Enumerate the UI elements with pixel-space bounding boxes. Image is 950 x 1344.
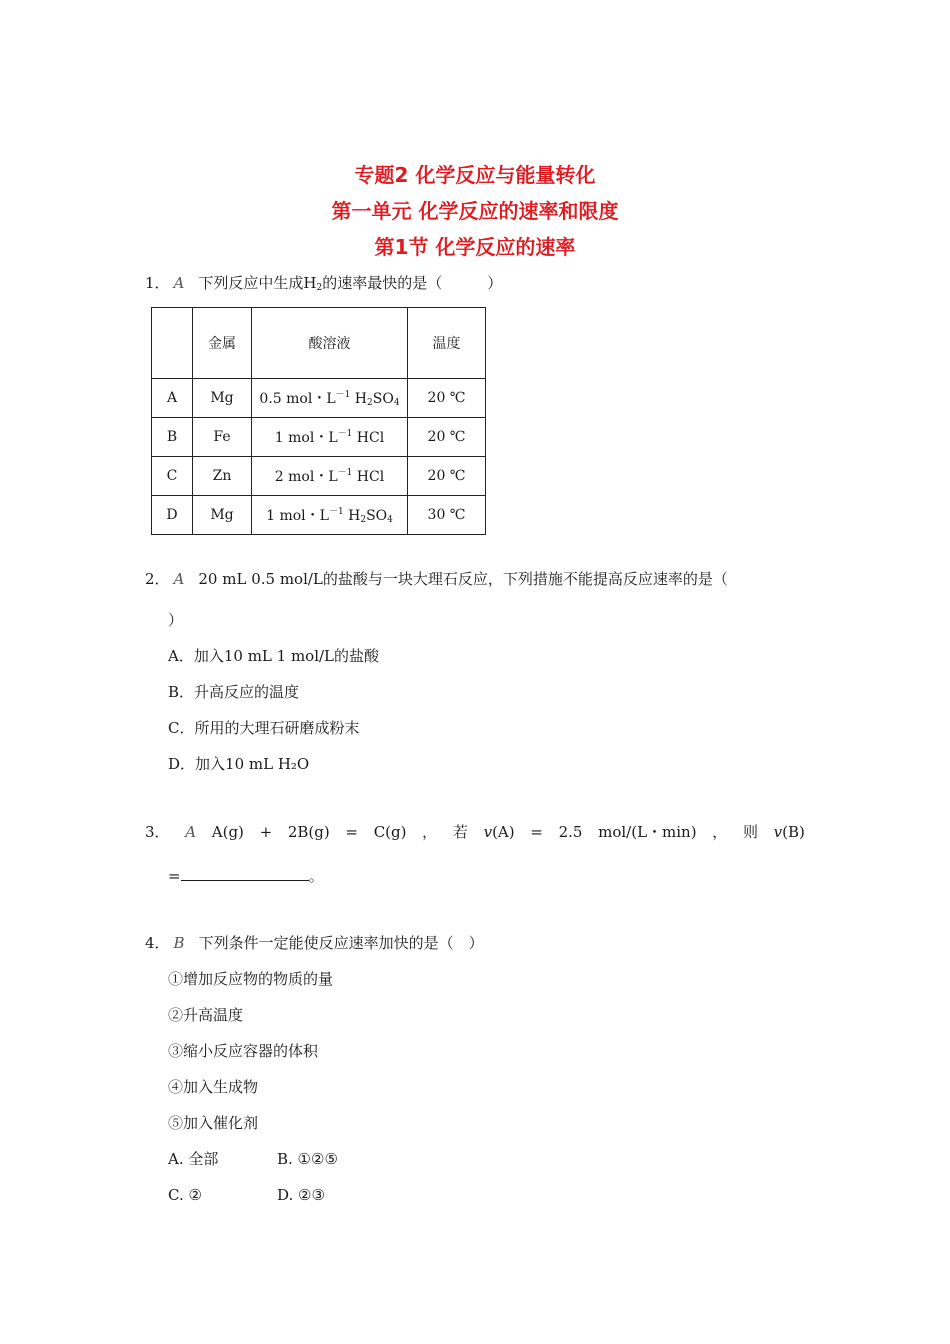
temperature-cell: 20 ℃ (408, 379, 486, 418)
acid-cell: 1 mol・$L^{-1}$ HCl (252, 418, 408, 457)
difficulty-level: A (185, 823, 197, 841)
difficulty-level: B (173, 934, 185, 952)
question-number: 2． (145, 570, 170, 588)
table-row (152, 496, 486, 535)
question-2-stem-close: ） (168, 611, 184, 629)
unit-title: 第一单元 化学反应的速率和限度 (331, 199, 619, 223)
question-number: 1． (145, 274, 170, 292)
table-header-row (152, 308, 486, 379)
condition-item: ④加入生成物 (168, 1078, 259, 1096)
option-a: A．加入10 mL 1 mol/L的盐酸 (168, 647, 380, 665)
table-header-cell: 金属 (193, 308, 252, 379)
question-1-stem: 1． A 下列反应中生成$H_2$的速率最快的是（ ） (145, 274, 503, 293)
acid-cell: 2 mol・$L^{-1}$ HCl (252, 457, 408, 496)
acid-cell: 0.5 mol・$L^{-1}$ $H_2SO_4$ (252, 379, 408, 418)
option-b: B. ①②⑤ (277, 1150, 338, 1168)
option-a: A. 全部 (168, 1150, 219, 1168)
table-header-cell: 温度 (408, 308, 486, 379)
metal-cell: Mg (193, 379, 252, 418)
option-label: C (152, 457, 193, 496)
condition-item: ⑤加入催化剂 (168, 1114, 259, 1132)
section-title: 第1节 化学反应的速率 (374, 235, 576, 259)
acid-cell: 1 mol・$L^{-1}$ $H_2SO_4$ (252, 496, 408, 535)
option-label: B (152, 418, 193, 457)
metal-cell: Mg (193, 496, 252, 535)
topic-title: 专题2 化学反应与能量转化 (354, 163, 596, 187)
option-c: C. ② (168, 1186, 202, 1204)
table-row (152, 457, 486, 496)
condition-item: ①增加反应物的物质的量 (168, 970, 334, 988)
condition-item: ②升高温度 (168, 1006, 244, 1024)
reaction-conditions-table (151, 307, 486, 535)
option-d: D．加入10 mL H₂O (168, 755, 310, 773)
table-row (152, 418, 486, 457)
table-header-cell (152, 308, 193, 379)
question-number: 4． (145, 934, 170, 952)
condition-item: ③缩小反应容器的体积 (168, 1042, 319, 1060)
option-label: A (152, 379, 193, 418)
option-d: D. ②③ (277, 1186, 325, 1204)
option-label: D (152, 496, 193, 535)
question-number: 3． (145, 823, 170, 841)
question-2-stem: 2． A 20 mL 0.5 mol/L的盐酸与一块大理石反应，下列措施不能提高反应速率的是（ (145, 570, 728, 588)
question-4-stem: 4． B 下列条件一定能使反应速率加快的是（ ） (145, 934, 484, 952)
table-header-cell: 酸溶液 (252, 308, 408, 379)
temperature-cell: 20 ℃ (408, 457, 486, 496)
metal-cell: Fe (193, 418, 252, 457)
option-c: C．所用的大理石研磨成粉末 (168, 719, 360, 737)
question-3-stem: 3． A A(g) + 2B(g) = C(g) ， 若 v(A) = 2.5 mol/(L・min) ， 则 v(B) (145, 823, 805, 841)
table-row (152, 379, 486, 418)
option-b: B．升高反应的温度 (168, 683, 300, 701)
question-3-answer-line: = 。 (168, 867, 324, 885)
temperature-cell: 30 ℃ (408, 496, 486, 535)
metal-cell: Zn (193, 457, 252, 496)
difficulty-level: A (173, 274, 185, 292)
difficulty-level: A (173, 570, 185, 588)
answer-blank[interactable] (181, 866, 309, 881)
temperature-cell: 20 ℃ (408, 418, 486, 457)
